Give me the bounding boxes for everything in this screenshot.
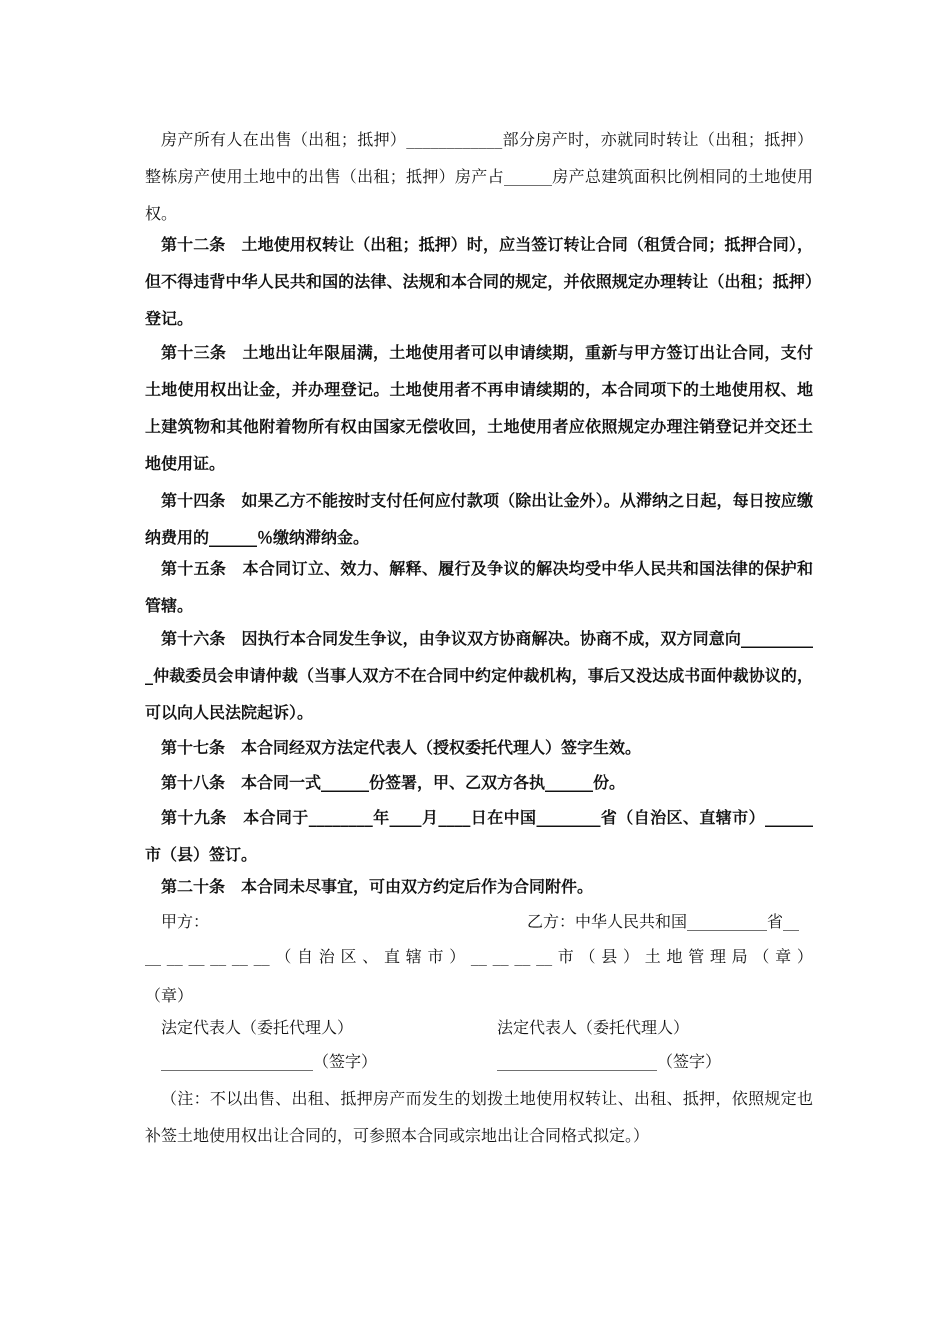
footnote: （注：不以出售、出租、抵押房产而发生的划拨土地使用权转让、出租、抵押，依照规定也补签土地使用权出让合同的，可参照本合同或宗地出让合同格式拟定。） (145, 1089, 813, 1145)
party-b-bureau-line (145, 946, 813, 968)
spread-line-token: __ (145, 947, 161, 966)
spread-line-token: 市 (427, 947, 444, 966)
spread-line-token: 、 (362, 947, 379, 966)
spread-line-token: 土 (644, 947, 661, 966)
party-a-representative-label: 法定代表人（委托代理人） (161, 1018, 354, 1037)
spread-line-token: （ (579, 947, 596, 966)
party-b-signature-line: ____________________（签字） (497, 1052, 722, 1071)
article-19: 第十九条 本合同于________年____月____日在中国________省（自治区、直辖市）______市（县）签订。 (145, 808, 813, 864)
spread-line-token: 治 (318, 947, 335, 966)
spread-line-token: __ (536, 947, 553, 966)
spread-line-token: __ (514, 947, 531, 966)
spread-line-token: 直 (383, 947, 400, 966)
spread-line-token: 区 (340, 947, 357, 966)
spread-line-token: __ (188, 947, 205, 966)
spread-line-token: __ (253, 947, 270, 966)
spread-line-token: 管 (688, 947, 705, 966)
spread-line-token: （ (753, 947, 770, 966)
spread-line-token: 市 (557, 947, 574, 966)
spread-line-token: 局 (731, 947, 748, 966)
spread-line-token: __ (231, 947, 248, 966)
spread-line-token: 自 (297, 947, 314, 966)
spread-line-token: 辖 (405, 947, 422, 966)
spread-line-token: 理 (709, 947, 726, 966)
party-a-signature-line: ___________________（签字） (161, 1052, 378, 1071)
spread-line-token: ） (449, 947, 466, 966)
article-16: 第十六条 因执行本合同发生争议，由争议双方协商解决。协商不成，双方同意向__________仲裁委员会申请仲裁（当事人双方不在合同中约定仲裁机构，事后又没达成书面仲裁协议的，可以向人民法院起诉）。 (145, 629, 813, 722)
article-17: 第十七条 本合同经双方法定代表人（授权委托代理人）签字生效。 (161, 738, 642, 757)
article-20: 第二十条 本合同未尽事宜，可由双方约定后作为合同附件。 (161, 877, 594, 896)
spread-line-token: 地 (666, 947, 683, 966)
spread-line-token: __ (166, 947, 183, 966)
spread-line-token: （ (275, 947, 292, 966)
paragraph-land-share: 房产所有人在出售（出租；抵押）____________部分房产时，亦就同时转让（出租；抵押）整栋房产使用土地中的出售（出租；抵押）房产占______房产总建筑面积比例相同的土地使用权。 (145, 130, 813, 223)
spread-line-token: __ (492, 947, 509, 966)
spread-line-token: __ (470, 947, 487, 966)
article-18: 第十八条 本合同一式______份签署，甲、乙双方各执______份。 (161, 773, 626, 792)
article-13: 第十三条 土地出让年限届满，土地使用者可以申请续期，重新与甲方签订出让合同，支付土地使用权出让金，并办理登记。土地使用者不再申请续期的，本合同项下的土地使用权、地上建筑物和其他附着物所有权由国家无偿收回，土地使用者应依照规定办理注销登记并交还土地使用证。 (145, 343, 813, 473)
article-14: 第十四条 如果乙方不能按时支付任何应付款项（除出让金外）。从滞纳之日起，每日按应缴纳费用的______％缴纳滞纳金。 (145, 491, 813, 547)
spread-line-token: ） (796, 947, 813, 966)
party-a-label: 甲方： (161, 912, 210, 931)
spread-line-token: ） (623, 947, 640, 966)
seal-label: （章） (145, 986, 194, 1005)
spread-line-token: 县 (601, 947, 618, 966)
article-15: 第十五条 本合同订立、效力、解释、履行及争议的解决均受中华人民共和国法律的保护和管辖。 (145, 559, 813, 615)
article-12: 第十二条 土地使用权转让（出租；抵押）时，应当签订转让合同（租赁合同；抵押合同），但不得违背中华人民共和国的法律、法规和本合同的规定，并依照规定办理转让（出租；抵押）登记。 (145, 235, 813, 328)
party-b-representative-label: 法定代表人（委托代理人） (497, 1018, 690, 1037)
spread-line-token: 章 (775, 947, 792, 966)
party-b-label: 乙方：中华人民共和国__________省__ (527, 912, 800, 931)
spread-line-token: __ (210, 947, 227, 966)
